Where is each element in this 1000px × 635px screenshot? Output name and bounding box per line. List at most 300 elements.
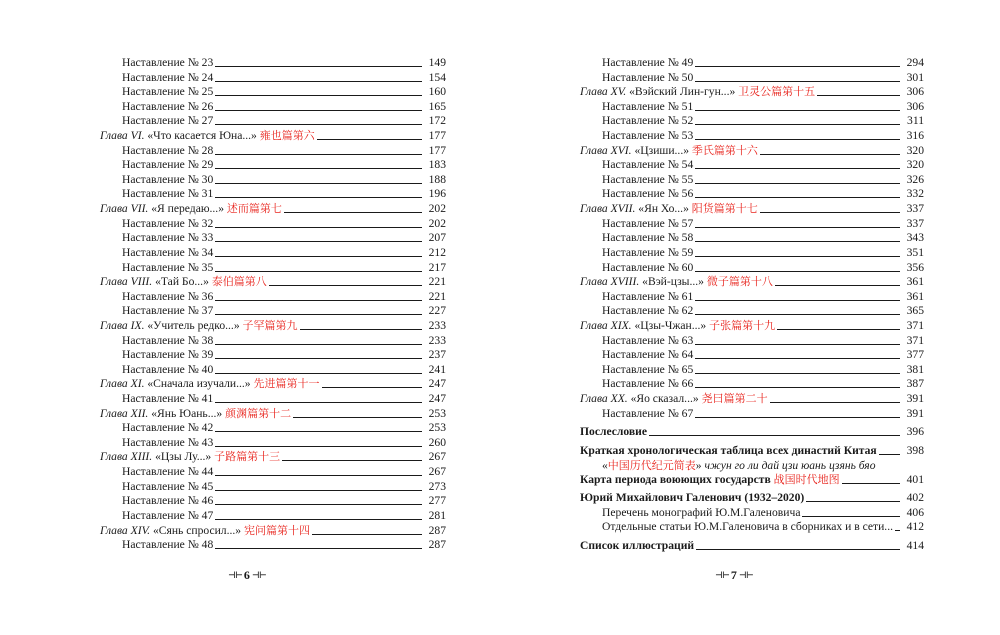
entry-page-number: 391 bbox=[906, 406, 924, 420]
dot-leader bbox=[842, 473, 900, 484]
chapter-chinese-title: 微子篇第十八 bbox=[706, 275, 773, 289]
dot-leader bbox=[695, 217, 900, 228]
toc-instruction[interactable] bbox=[100, 71, 446, 86]
toc-afterword[interactable] bbox=[580, 425, 924, 440]
toc-chapter[interactable] bbox=[100, 275, 446, 290]
entry-label: Наставление № 29 bbox=[122, 158, 214, 172]
dot-leader bbox=[215, 231, 422, 242]
dot-leader bbox=[300, 319, 422, 330]
toc-instruction[interactable] bbox=[100, 217, 446, 232]
folio-left bbox=[228, 568, 266, 583]
entry-label: Наставление № 47 bbox=[122, 508, 214, 522]
dot-leader bbox=[215, 100, 422, 111]
ornament-icon: ⊣⊢ bbox=[715, 570, 729, 580]
chapter-title: «Цзы Лу...» bbox=[152, 450, 215, 464]
author-page: 402 bbox=[906, 491, 924, 505]
toc-instruction[interactable] bbox=[100, 392, 446, 407]
chapter-title: «Что касается Юна...» bbox=[144, 129, 260, 143]
entry-page-number: 172 bbox=[428, 114, 446, 128]
toc-instruction[interactable] bbox=[100, 436, 446, 451]
dot-leader bbox=[215, 173, 422, 184]
entry-page-number: 221 bbox=[428, 275, 446, 289]
dot-leader bbox=[215, 71, 422, 82]
left-page-toc bbox=[100, 56, 446, 553]
toc-instruction[interactable] bbox=[100, 246, 446, 261]
entry-page-number: 381 bbox=[906, 362, 924, 376]
dot-leader bbox=[695, 290, 900, 301]
toc-instruction[interactable] bbox=[580, 290, 924, 305]
ornament-icon: ⊣⊢ bbox=[738, 570, 753, 580]
toc-instruction[interactable] bbox=[100, 114, 446, 129]
page-number-left: 6 bbox=[243, 568, 250, 582]
toc-instruction[interactable] bbox=[100, 480, 446, 495]
dot-leader bbox=[695, 129, 900, 140]
toc-instruction[interactable] bbox=[100, 85, 446, 100]
dot-leader bbox=[777, 319, 900, 330]
dot-leader bbox=[215, 392, 422, 403]
toc-instruction[interactable] bbox=[100, 261, 446, 276]
entry-page-number: 196 bbox=[428, 187, 446, 201]
entry-label bbox=[580, 85, 815, 100]
entry-label: Наставление № 34 bbox=[122, 245, 214, 259]
entry-page-number: 233 bbox=[428, 318, 446, 332]
dot-leader bbox=[695, 407, 900, 418]
chapter-chinese-title: 阳货篇第十七 bbox=[691, 202, 758, 216]
dot-leader bbox=[817, 85, 900, 96]
articles-label: Отдельные статьи Ю.М.Галеновича в сборниках и в сети... bbox=[602, 520, 894, 534]
entry-page-number: 281 bbox=[428, 508, 446, 522]
toc-chapter[interactable] bbox=[100, 319, 446, 334]
chronology-page: 398 bbox=[906, 443, 924, 457]
chapter-prefix: Глава VII. bbox=[100, 202, 149, 216]
toc-instruction[interactable] bbox=[580, 173, 924, 188]
dot-leader bbox=[806, 491, 900, 502]
entry-label: Наставление № 27 bbox=[122, 114, 214, 128]
toc-instruction[interactable] bbox=[100, 290, 446, 305]
dot-leader bbox=[293, 407, 422, 418]
toc-instruction[interactable] bbox=[580, 377, 924, 392]
chapter-chinese-title: 尧曰篇第二十 bbox=[701, 392, 768, 406]
chapter-title: «Янь Юань...» bbox=[148, 406, 226, 420]
entry-label: Наставление № 35 bbox=[122, 260, 214, 274]
dot-leader bbox=[215, 56, 422, 67]
dot-leader bbox=[695, 173, 900, 184]
entry-page-number: 267 bbox=[428, 450, 446, 464]
entry-label: Наставление № 42 bbox=[122, 421, 214, 435]
chapter-title: «Яо сказал...» bbox=[627, 392, 702, 406]
chapter-chinese-title: 泰伯篇第八 bbox=[211, 275, 267, 289]
afterword-label: Послесловие bbox=[580, 425, 647, 439]
chapter-title: «Учитель редко...» bbox=[144, 318, 243, 332]
entry-label: Наставление № 33 bbox=[122, 231, 214, 245]
toc-instruction[interactable] bbox=[100, 56, 446, 71]
entry-page-number: 202 bbox=[428, 216, 446, 230]
entry-page-number: 294 bbox=[906, 56, 924, 69]
entry-page-number: 365 bbox=[906, 304, 924, 318]
chapter-prefix: Глава XIV. bbox=[100, 523, 151, 537]
dot-leader bbox=[695, 56, 900, 67]
dot-leader bbox=[695, 246, 900, 257]
entry-label bbox=[580, 392, 768, 407]
toc-instruction[interactable] bbox=[580, 304, 924, 319]
monographs-label: Перечень монографий Ю.М.Галеновича bbox=[602, 505, 801, 519]
entry-page-number: 212 bbox=[428, 245, 446, 259]
chapter-prefix: Глава VIII. bbox=[100, 275, 153, 289]
dot-leader bbox=[215, 304, 422, 315]
dot-leader bbox=[215, 509, 422, 520]
entry-page-number: 337 bbox=[906, 202, 924, 216]
toc-instruction[interactable] bbox=[100, 363, 446, 378]
entry-label: Наставление № 63 bbox=[602, 333, 694, 347]
entry-page-number: 165 bbox=[428, 99, 446, 113]
dot-leader bbox=[215, 538, 422, 549]
entry-page-number: 247 bbox=[428, 377, 446, 391]
entry-page-number: 227 bbox=[428, 304, 446, 318]
entry-page-number: 306 bbox=[906, 99, 924, 113]
dot-leader bbox=[215, 246, 422, 257]
toc-instruction[interactable] bbox=[100, 538, 446, 553]
entry-label: Наставление № 38 bbox=[122, 333, 214, 347]
entry-label bbox=[580, 275, 773, 290]
articles-page: 412 bbox=[906, 520, 924, 534]
entry-page-number: 207 bbox=[428, 231, 446, 245]
entry-page-number: 287 bbox=[428, 523, 446, 537]
entry-page-number: 247 bbox=[428, 392, 446, 406]
entry-page-number: 273 bbox=[428, 479, 446, 493]
entry-label bbox=[100, 377, 320, 392]
entry-page-number: 253 bbox=[428, 421, 446, 435]
toc-instruction[interactable] bbox=[100, 421, 446, 436]
toc-instruction[interactable] bbox=[580, 71, 924, 86]
entry-label bbox=[100, 524, 310, 539]
dot-leader bbox=[322, 377, 423, 388]
entry-page-number: 217 bbox=[428, 260, 446, 274]
dot-leader bbox=[215, 480, 422, 491]
entry-label: Наставление № 40 bbox=[122, 362, 214, 376]
entry-page-number: 202 bbox=[428, 202, 446, 216]
entry-page-number: 241 bbox=[428, 362, 446, 376]
dot-leader bbox=[695, 363, 900, 374]
ornament-icon: ⊣⊢ bbox=[228, 570, 242, 580]
chapter-prefix: Глава XVII. bbox=[580, 202, 636, 216]
chapter-chinese-title: 先进篇第十一 bbox=[253, 377, 320, 391]
entry-label: Наставление № 23 bbox=[122, 56, 214, 69]
entry-page-number: 253 bbox=[428, 406, 446, 420]
entry-page-number: 343 bbox=[906, 231, 924, 245]
entry-page-number: 361 bbox=[906, 275, 924, 289]
dot-leader bbox=[770, 392, 900, 403]
chapter-chinese-title: 子张篇第十九 bbox=[709, 318, 776, 332]
dot-leader bbox=[215, 494, 422, 505]
toc-instruction[interactable] bbox=[580, 407, 924, 422]
entry-label: Наставление № 49 bbox=[602, 56, 694, 69]
toc-chapter[interactable] bbox=[100, 450, 446, 465]
toc-author[interactable] bbox=[580, 491, 924, 506]
entry-label: Наставление № 52 bbox=[602, 114, 694, 128]
dot-leader bbox=[215, 421, 422, 432]
dot-leader bbox=[695, 348, 900, 359]
toc-illustrations[interactable] bbox=[580, 539, 924, 554]
entry-label: Наставление № 26 bbox=[122, 99, 214, 113]
chapter-chinese-title: 颜渊篇第十二 bbox=[225, 406, 292, 420]
entry-label: Наставление № 46 bbox=[122, 494, 214, 508]
entry-label bbox=[580, 144, 758, 159]
entry-page-number: 154 bbox=[428, 70, 446, 84]
entry-page-number: 233 bbox=[428, 333, 446, 347]
dot-leader bbox=[695, 334, 900, 345]
toc-instruction[interactable] bbox=[580, 348, 924, 363]
dot-leader bbox=[284, 202, 422, 213]
dot-leader bbox=[695, 304, 900, 315]
entry-label bbox=[100, 407, 291, 422]
dot-leader bbox=[802, 506, 900, 517]
toc-instruction[interactable] bbox=[580, 231, 924, 246]
dot-leader bbox=[215, 334, 422, 345]
chapter-title: «Сначала изучали...» bbox=[144, 377, 254, 391]
entry-page-number: 326 bbox=[906, 172, 924, 186]
entry-label bbox=[580, 202, 758, 217]
chapter-title: «Тай Бо...» bbox=[152, 275, 212, 289]
dot-leader bbox=[317, 129, 422, 140]
dot-leader bbox=[215, 187, 422, 198]
toc-chapter[interactable] bbox=[580, 319, 924, 334]
entry-label: Наставление № 32 bbox=[122, 216, 214, 230]
chapter-prefix: Глава VI. bbox=[100, 129, 145, 143]
toc-instruction[interactable] bbox=[100, 494, 446, 509]
entry-page-number: 320 bbox=[906, 158, 924, 172]
toc-chapter[interactable] bbox=[100, 524, 446, 539]
entry-page-number: 177 bbox=[428, 129, 446, 143]
entry-label: Наставление № 43 bbox=[122, 435, 214, 449]
toc-instruction[interactable] bbox=[100, 100, 446, 115]
dot-leader bbox=[695, 261, 900, 272]
toc-instruction[interactable] bbox=[100, 509, 446, 524]
toc-instruction[interactable] bbox=[580, 100, 924, 115]
dot-leader bbox=[215, 290, 422, 301]
entry-page-number: 160 bbox=[428, 85, 446, 99]
entry-label: Наставление № 56 bbox=[602, 187, 694, 201]
toc-chapter[interactable] bbox=[100, 202, 446, 217]
entry-label bbox=[100, 450, 280, 465]
entry-page-number: 287 bbox=[428, 538, 446, 552]
entry-page-number: 149 bbox=[428, 56, 446, 69]
right-page-toc bbox=[580, 56, 924, 554]
entry-label: Наставление № 64 bbox=[602, 348, 694, 362]
chapter-prefix: Глава IX. bbox=[100, 318, 145, 332]
entry-page-number: 277 bbox=[428, 494, 446, 508]
dot-leader bbox=[695, 114, 900, 125]
chapter-prefix: Глава XI. bbox=[100, 377, 145, 391]
entry-page-number: 332 bbox=[906, 187, 924, 201]
entry-page-number: 260 bbox=[428, 435, 446, 449]
toc-instruction[interactable] bbox=[580, 363, 924, 378]
page-number-right: 7 bbox=[730, 568, 737, 582]
chapter-title: «Я передаю...» bbox=[148, 202, 227, 216]
toc-chapter[interactable] bbox=[580, 275, 924, 290]
toc-chapter[interactable] bbox=[580, 144, 924, 159]
map-title: Карта периода воюющих государств bbox=[580, 473, 774, 487]
dot-leader bbox=[695, 231, 900, 242]
entry-label bbox=[100, 275, 267, 290]
entry-label: Наставление № 36 bbox=[122, 289, 214, 303]
dot-leader bbox=[215, 114, 422, 125]
toc-instruction[interactable] bbox=[100, 465, 446, 480]
entry-label: Наставление № 30 bbox=[122, 172, 214, 186]
entry-label: Наставление № 28 bbox=[122, 143, 214, 157]
toc-instruction[interactable] bbox=[100, 304, 446, 319]
toc-instruction[interactable] bbox=[580, 129, 924, 144]
quote-open: « bbox=[602, 459, 608, 473]
entry-page-number: 337 bbox=[906, 216, 924, 230]
toc-instruction[interactable] bbox=[100, 231, 446, 246]
toc-instruction[interactable] bbox=[580, 246, 924, 261]
entry-label: Наставление № 55 bbox=[602, 172, 694, 186]
entry-label: Наставление № 59 bbox=[602, 245, 694, 259]
dot-leader bbox=[215, 85, 422, 96]
chapter-chinese-title: 述而篇第七 bbox=[226, 202, 282, 216]
entry-page-number: 356 bbox=[906, 260, 924, 274]
entry-label: Наставление № 44 bbox=[122, 465, 214, 479]
dot-leader bbox=[215, 158, 422, 169]
toc-map[interactable] bbox=[580, 473, 924, 488]
chapter-title: «Вэйский Лин-гун...» bbox=[626, 85, 739, 99]
entry-page-number: 301 bbox=[906, 70, 924, 84]
entry-label: Наставление № 24 bbox=[122, 70, 214, 84]
entry-page-number: 237 bbox=[428, 348, 446, 362]
entry-page-number: 183 bbox=[428, 158, 446, 172]
entry-page-number: 177 bbox=[428, 143, 446, 157]
entry-label: Наставление № 48 bbox=[122, 538, 214, 552]
entry-label: Наставление № 51 bbox=[602, 99, 694, 113]
chapter-prefix: Глава XX. bbox=[580, 392, 628, 406]
monographs-page: 406 bbox=[906, 505, 924, 519]
entry-label: Наставление № 54 bbox=[602, 158, 694, 172]
chronology-transliteration: чжун го ли дай цзи юань цзянь бяо bbox=[701, 459, 876, 473]
illustrations-label: Список иллюстраций bbox=[580, 538, 695, 552]
dot-leader bbox=[760, 202, 900, 213]
right-entries bbox=[580, 56, 924, 421]
entry-label: Наставление № 62 bbox=[602, 304, 694, 318]
toc-instruction[interactable] bbox=[580, 217, 924, 232]
toc-instruction[interactable] bbox=[100, 348, 446, 363]
chapter-title: «Вэй-цзы...» bbox=[639, 275, 707, 289]
entry-label: Наставление № 57 bbox=[602, 216, 694, 230]
chapter-prefix: Глава XIX. bbox=[580, 318, 632, 332]
toc-instruction[interactable] bbox=[580, 56, 924, 71]
entry-label: Наставление № 61 bbox=[602, 289, 694, 303]
toc-instruction[interactable] bbox=[580, 114, 924, 129]
chapter-chinese-title: 子罕篇第九 bbox=[242, 318, 298, 332]
chapter-prefix: Глава XVIII. bbox=[580, 275, 640, 289]
dot-leader bbox=[695, 377, 900, 388]
map-page: 401 bbox=[906, 473, 924, 487]
toc-author-articles[interactable] bbox=[580, 520, 924, 535]
dot-leader bbox=[215, 261, 422, 272]
entry-label: Наставление № 31 bbox=[122, 187, 214, 201]
toc-instruction[interactable] bbox=[580, 158, 924, 173]
chapter-chinese-title: 子路篇第十三 bbox=[214, 450, 281, 464]
toc-chapter[interactable] bbox=[100, 129, 446, 144]
entry-label: Наставление № 25 bbox=[122, 85, 214, 99]
chapter-title: «Цзиши...» bbox=[631, 143, 692, 157]
dot-leader bbox=[695, 71, 900, 82]
afterword-page: 396 bbox=[906, 425, 924, 439]
dot-leader bbox=[775, 275, 900, 286]
toc-instruction[interactable] bbox=[580, 334, 924, 349]
entry-label bbox=[100, 129, 315, 144]
chronology-label: Краткая хронологическая таблица всех династий Китая bbox=[580, 443, 877, 457]
entry-page-number: 371 bbox=[906, 333, 924, 347]
toc-chapter[interactable] bbox=[580, 85, 924, 100]
entry-label: Наставление № 50 bbox=[602, 70, 694, 84]
chapter-chinese-title: 宪问篇第十四 bbox=[243, 523, 310, 537]
entry-label: Наставление № 39 bbox=[122, 348, 214, 362]
toc-instruction[interactable] bbox=[100, 187, 446, 202]
entry-page-number: 351 bbox=[906, 245, 924, 259]
toc-chapter[interactable] bbox=[580, 392, 924, 407]
toc-instruction[interactable] bbox=[100, 144, 446, 159]
chronology-note bbox=[580, 458, 924, 473]
chapter-chinese-title: 卫灵公篇第十五 bbox=[738, 85, 816, 99]
entry-page-number: 391 bbox=[906, 392, 924, 406]
chapter-prefix: Глава XII. bbox=[100, 406, 149, 420]
entry-label: Наставление № 65 bbox=[602, 362, 694, 376]
toc-chapter[interactable] bbox=[100, 407, 446, 422]
ornament-icon: ⊣⊢ bbox=[251, 570, 266, 580]
dot-leader bbox=[215, 436, 422, 447]
toc-instruction[interactable] bbox=[100, 158, 446, 173]
map-chinese-title: 战国时代地图 bbox=[773, 473, 840, 487]
entry-label: Наставление № 53 bbox=[602, 129, 694, 143]
entry-page-number: 361 bbox=[906, 289, 924, 303]
dot-leader bbox=[695, 158, 900, 169]
quote-close: » bbox=[695, 459, 702, 473]
dot-leader bbox=[649, 425, 900, 436]
chapter-chinese-title: 季氏篇第十六 bbox=[691, 143, 758, 157]
entry-page-number: 316 bbox=[906, 129, 924, 143]
toc-instruction[interactable] bbox=[580, 261, 924, 276]
chronology-chinese-title: 中国历代纪元简表 bbox=[607, 459, 696, 473]
toc-instruction[interactable] bbox=[100, 334, 446, 349]
dot-leader bbox=[312, 524, 422, 535]
entry-page-number: 221 bbox=[428, 289, 446, 303]
entry-page-number: 188 bbox=[428, 172, 446, 186]
chapter-title: «Цзы-Чжан...» bbox=[631, 318, 710, 332]
toc-author-monographs[interactable] bbox=[580, 506, 924, 521]
toc-chapter[interactable] bbox=[580, 202, 924, 217]
entry-label bbox=[580, 319, 775, 334]
toc-instruction[interactable] bbox=[580, 187, 924, 202]
map-label bbox=[580, 473, 840, 488]
entry-label: Наставление № 37 bbox=[122, 304, 214, 318]
entry-label bbox=[100, 319, 298, 334]
dot-leader bbox=[215, 348, 422, 359]
toc-chronology[interactable] bbox=[580, 444, 924, 459]
entry-page-number: 320 bbox=[906, 143, 924, 157]
dot-leader bbox=[879, 444, 900, 455]
toc-chapter[interactable] bbox=[100, 377, 446, 392]
entry-page-number: 311 bbox=[907, 114, 924, 128]
author-label: Юрий Михайлович Галенович (1932–2020) bbox=[580, 491, 805, 505]
dot-leader bbox=[696, 539, 900, 550]
illustrations-page: 414 bbox=[906, 538, 924, 552]
toc-instruction[interactable] bbox=[100, 173, 446, 188]
entry-label: Наставление № 66 bbox=[602, 377, 694, 391]
dot-leader bbox=[695, 187, 900, 198]
chapter-prefix: Глава XIII. bbox=[100, 450, 153, 464]
entry-page-number: 387 bbox=[906, 377, 924, 391]
entry-label: Наставление № 58 bbox=[602, 231, 694, 245]
